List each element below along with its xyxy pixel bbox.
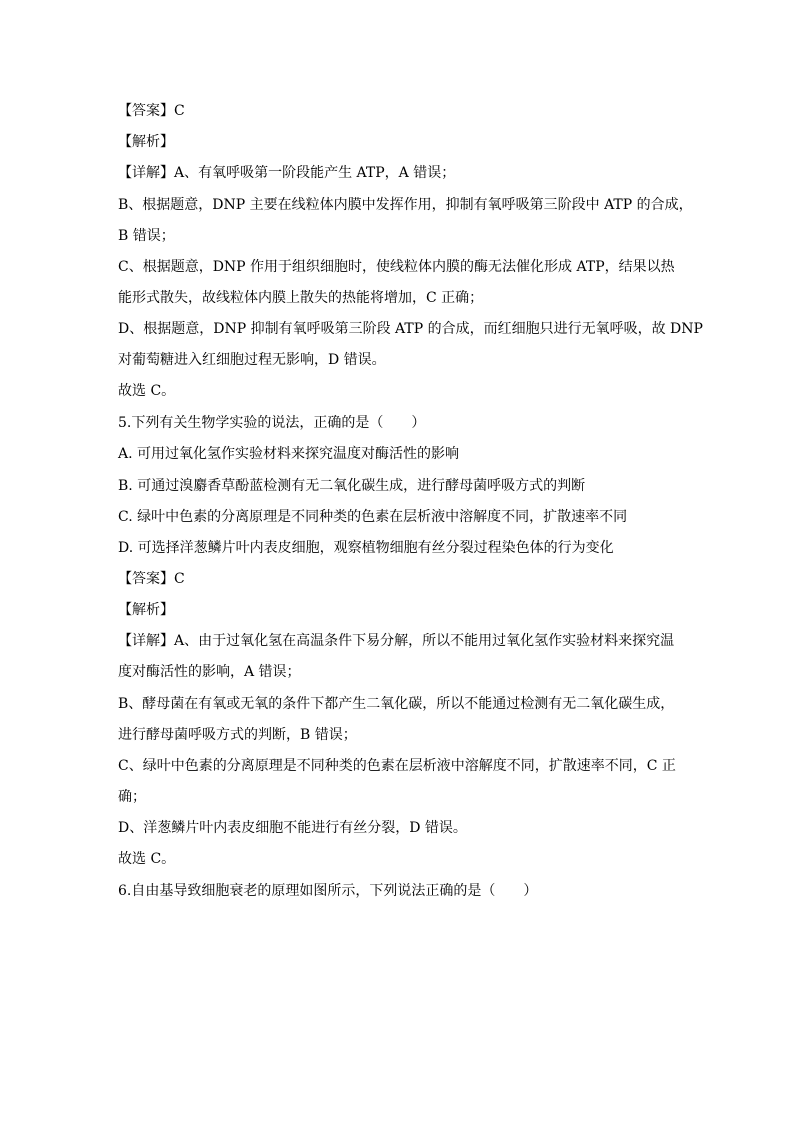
q4-answer: 【答案】C: [118, 103, 185, 119]
q6-stem: 6.自由基导致细胞衰老的原理如图所示，下列说法正确的是（ ）: [118, 883, 538, 899]
q4-detail-c-line2: 能形式散失，故线粒体内膜上散失的热能将增加，C 正确；: [118, 290, 484, 306]
q4-analysis-heading: 【解析】: [118, 134, 174, 150]
q5-option-b: B. 可通过溴麝香草酚蓝检测有无二氧化碳生成，进行酵母菌呼吸方式的判断: [118, 478, 586, 494]
q4-detail-b-line1: B、根据题意，DNP 主要在线粒体内膜中发挥作用，抑制有氧呼吸第三阶段中 ATP 的合成，: [118, 197, 693, 213]
q5-conclusion: 故选 C。: [118, 851, 176, 867]
q5-option-c: C. 绿叶中色素的分离原理是不同种类的色素在层析液中溶解度不同，扩散速率不同: [118, 509, 628, 525]
q5-detail-a-line1: 【详解】A、由于过氧化氢在高温条件下易分解，所以不能用过氧化氢作实验材料来探究温: [118, 633, 675, 649]
q5-detail-d: D、洋葱鳞片叶内表皮细胞不能进行有丝分裂，D 错误。: [118, 820, 467, 836]
q5-option-d: D. 可选择洋葱鳞片叶内表皮细胞，观察植物细胞有丝分裂过程染色体的行为变化: [118, 540, 614, 556]
q4-detail-b-line2: B 错误；: [118, 228, 175, 244]
q5-detail-a-line2: 度对酶活性的影响，A 错误；: [118, 664, 301, 680]
q5-option-a: A. 可用过氧化氢作实验材料来探究温度对酶活性的影响: [118, 446, 460, 462]
q5-analysis-heading: 【解析】: [118, 602, 174, 618]
q4-detail-a: 【详解】A、有氧呼吸第一阶段能产生 ATP，A 错误；: [118, 165, 456, 181]
q4-detail-c-line1: C、根据题意，DNP 作用于组织细胞时，使线粒体内膜的酶无法催化形成 ATP，结果以热: [118, 259, 675, 275]
q5-answer: 【答案】C: [118, 571, 185, 587]
q5-detail-b-line2: 进行酵母菌呼吸方式的判断，B 错误；: [118, 727, 357, 743]
q4-detail-d-line1: D、根据题意，DNP 抑制有氧呼吸第三阶段 ATP 的合成，而红细胞只进行无氧呼吸，故 DNP: [118, 321, 703, 337]
q5-detail-c-line2: 确；: [118, 789, 146, 805]
q5-stem: 5.下列有关生物学实验的说法，正确的是（ ）: [118, 415, 426, 431]
q4-detail-d-line2: 对葡萄糖进入红细胞过程无影响，D 错误。: [118, 352, 386, 368]
q5-detail-b-line1: B、酵母菌在有氧或无氧的条件下都产生二氧化碳，所以不能通过检测有无二氧化碳生成，: [118, 696, 675, 712]
q4-conclusion: 故选 C。: [118, 383, 176, 399]
q5-detail-c-line1: C、绿叶中色素的分离原理是不同种类的色素在层析液中溶解度不同，扩散速率不同，C 正: [118, 758, 676, 774]
